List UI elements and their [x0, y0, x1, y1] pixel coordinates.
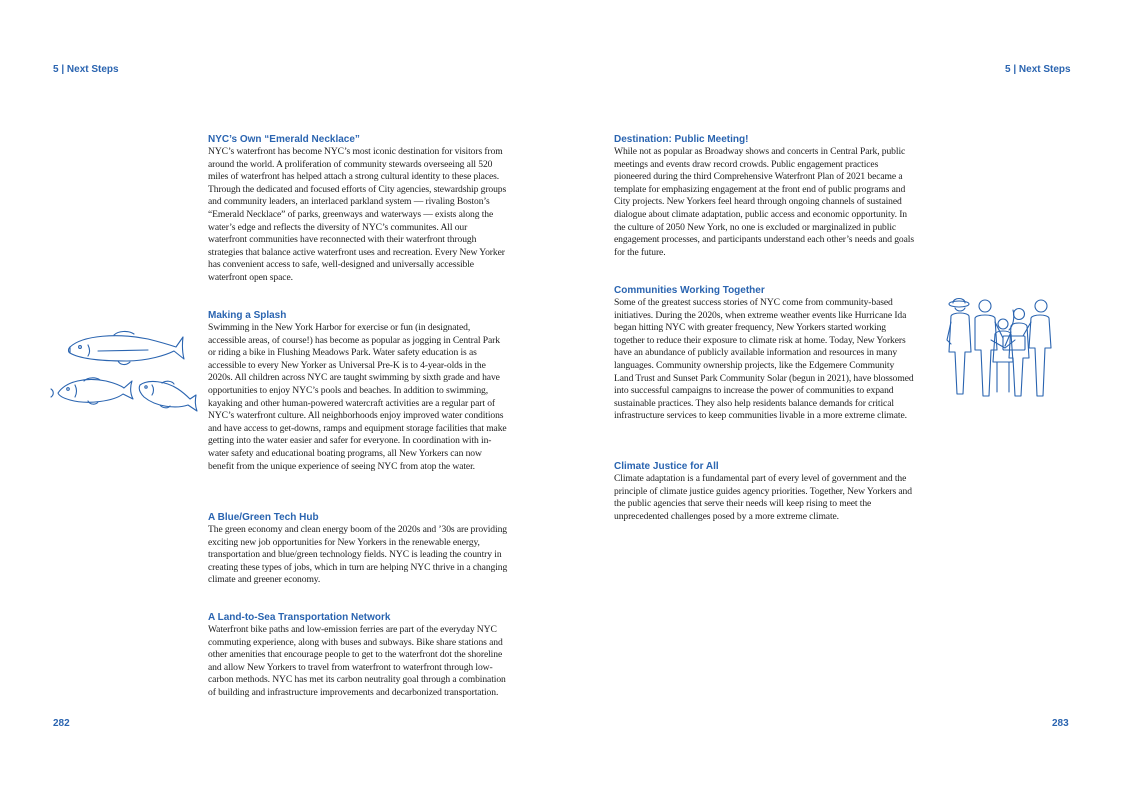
fish-illustration — [48, 325, 198, 415]
section-title: A Blue/Green Tech Hub — [208, 512, 319, 523]
section-emerald-necklace — [208, 133, 508, 285]
section-communities-working-together — [614, 284, 914, 423]
section-body: Climate adaptation is a fundamental part of every level of government and the principle of climate justice guides agency priorities. Together, New Yorkers and the public agencies that serve their needs will keep rising to meet the unprecedented challenges posed by a more extreme climate. — [614, 473, 912, 522]
section-body: Swimming in the New York Harbor for exercise or fun (in designated, accessible areas, of course!) has become as popular as jogging in Central Park or riding a bike in Flushing Meadows Park. Water safety education is as accessible to every New Yorker as Universal Pre-K is to 4-year-olds in the 2020s. All children across NYC are taught swimming by sixth grade and have opportunities to enjoy NYC’s pools and beaches. In addition to swimming, kayaking and other human-powered watercraft activities are a regular part of NYC’s waterfront culture. All neighborhoods enjoy improved water conditions and have access to get-downs, ramps and equipment storage facilities that make getting into the water easier and safer for everyone. In coordination with in-water safety and educational boating programs, all New Yorkers can now benefit from the unique experience of seeing NYC from atop the water. — [208, 322, 507, 472]
fish-icon — [139, 381, 197, 411]
section-making-a-splash — [208, 309, 508, 473]
section-title: Destination: Public Meeting! — [614, 134, 749, 145]
person-icon — [947, 299, 971, 395]
section-body: NYC’s waterfront has become NYC’s most iconic destination for visitors from around the world. A proliferation of community stewards overseeing all 520 miles of waterfront has helped attach a strong cultural identity to these places. Through the dedicated and focused efforts of City agencies, stewardship groups and community leaders, an interlaced parkland system — rivaling Boston’s “Emerald Necklace” of parks, greenways and waterways — exists along the water’s edge and reflects the diversity of NYC’s communites. All our waterfront communities have reconnected with their waterfront through strategies that balance active waterfront uses and recreation. Every New Yorker has convenient access to safe, well-designed and universally accessible waterfront open space. — [208, 146, 507, 283]
section-title: Making a Splash — [208, 310, 287, 321]
section-title: NYC’s Own “Emerald Necklace” — [208, 134, 360, 145]
right-page-number: 283 — [1052, 718, 1069, 729]
fish-icon — [51, 378, 133, 404]
section-blue-green-tech-hub — [208, 511, 508, 587]
section-title: Communities Working Together — [614, 285, 765, 296]
section-body: Some of the greatest success stories of NYC come from community-based initiatives. During the 2020s, when extreme weather events like Hurricane Ida began hitting NYC with greater frequency, New Yorkers started working together to reduce their exposure to climate risk at home. Today, New Yorkers have an abundance of publicly available information and resources in many languages. Community ownership projects, like the Edgemere Community Land Trust and Sunset Park Community Solar (begun in 2021), have blossomed into successful campaigns to increase the power of communities to expand sustainable practices. They also help residents balance demands for critical infrastructure services to keep communities livable in a more extreme climate. — [614, 297, 914, 422]
section-body: Waterfront bike paths and low-emission ferries are part of the everyday NYC commuting experience, along with buses and subways. Bike share stations and other amenities that encourage people to get to the waterfront dot the shoreline and allow New Yorkers to travel from waterfront to waterfront through low-carbon methods. NYC has met its carbon neutrality goal through a combination of building and infrastructure improvements and decarbonized transportation. — [208, 624, 506, 698]
left-page-number: 282 — [53, 718, 70, 729]
section-title: Climate Justice for All — [614, 461, 719, 472]
right-page-header: 5 | Next Steps — [1005, 64, 1071, 75]
section-body: While not as popular as Broadway shows and concerts in Central Park, public meetings and events draw record crowds. Public engagement practices pioneered during the third Comprehensive Waterfront Plan of 2021 became a template for emphasizing engagement at the front end of public programs and City projects. New Yorkers feel heard through ongoing channels of sustained dialogue about climate adaptation, public access and economic opportunity. In the culture of 2050 New York, no one is excluded or marginalized in public engagement processes, and participants understand each other’s needs and goals for the future. — [614, 146, 914, 258]
person-icon — [975, 300, 1003, 396]
section-destination-public-meeting — [614, 133, 914, 259]
fish-icon — [69, 331, 185, 364]
person-icon — [1003, 300, 1051, 396]
left-page-header: 5 | Next Steps — [53, 64, 119, 75]
section-climate-justice — [614, 460, 914, 523]
section-title: A Land-to-Sea Transportation Network — [208, 612, 391, 623]
section-body: The green economy and clean energy boom of the 2020s and ’30s are providing exciting new job opportunities for New Yorkers in the renewable energy, transportation and blue/green technology fields. NYC is leading the country in creating these types of jobs, which in turn are helping NYC thrive in a changing climate and greener economy. — [208, 524, 508, 586]
section-land-to-sea-transportation — [208, 611, 508, 700]
people-group-illustration — [943, 292, 1055, 407]
person-icon — [991, 319, 1015, 392]
